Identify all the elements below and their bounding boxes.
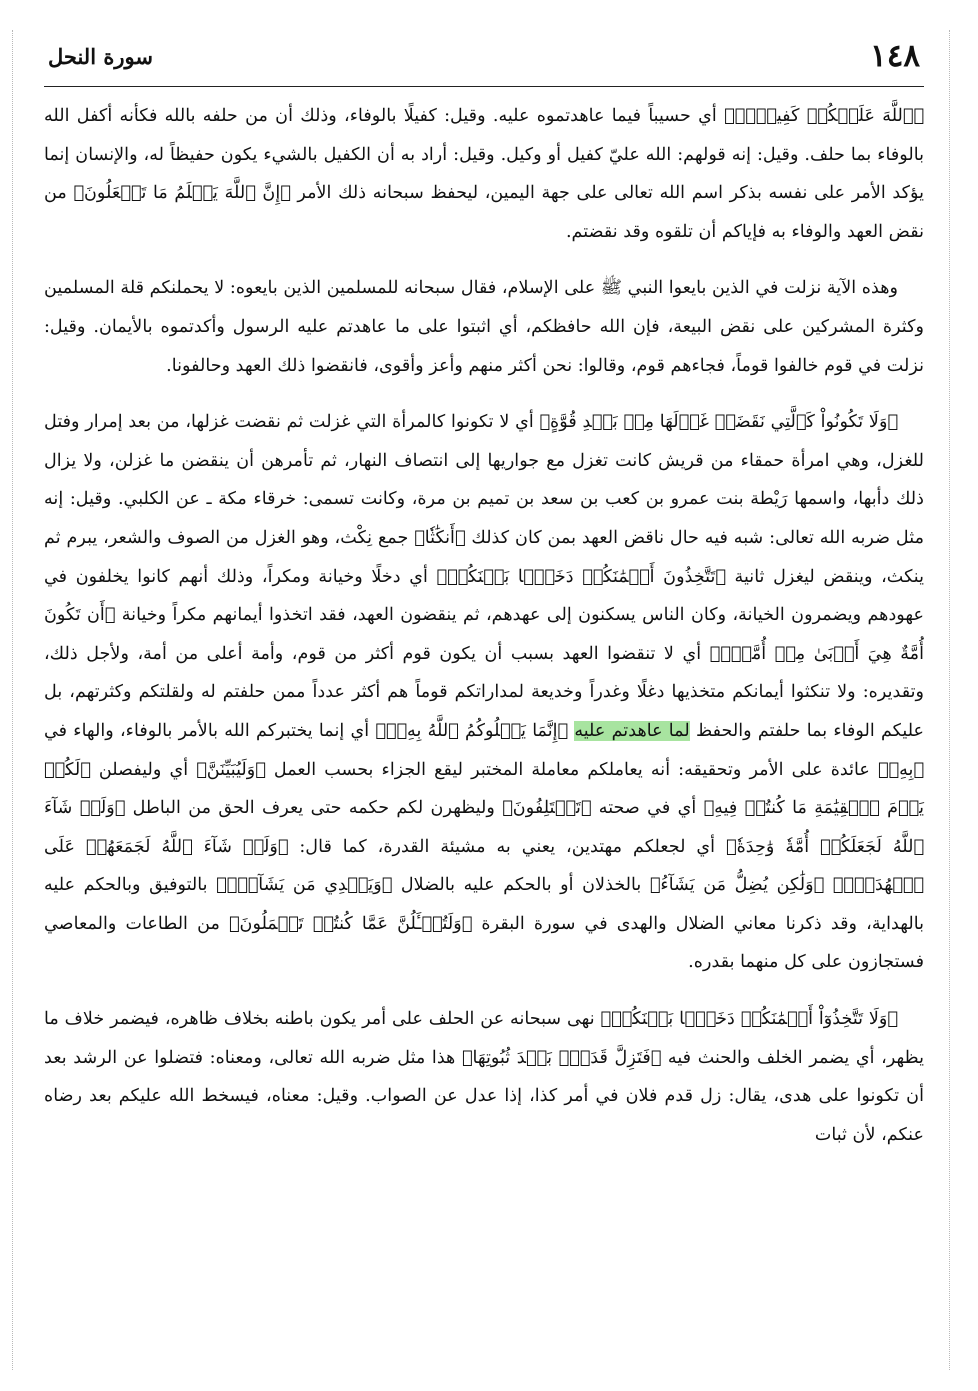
paragraph-3 bbox=[44, 403, 924, 982]
page-edge-right bbox=[949, 30, 950, 1370]
paragraph-1 bbox=[44, 97, 924, 251]
paragraph-3-text: ﴿وَلَا تَكُونُواْ كَٱلَّتِي نَقَضَتۡ غَزۡلَهَا مِنۢ بَعۡدِ قُوَّةٍ﴾ أي لا تكونوا كالمرأة التي غزلت ثم نقضت غزلها، من بعد إمرار وفتل للغزل، وهي امرأة حمقاء من قريش كانت تغزل مع جواريها إلى انتصاف النهار، ثم تأمرهن أن ينقضن ما غزلن، ولا يزال ذلك دأبها، واسمها رَيْطة بنت عمرو بن كعب بن سعد بن تميم بن مرة، وكانت تسمى: خرقاء مكة ـ عن الكلبي. وقيل: إنه مثل ضربه الله تعالى: شبه فيه حال ناقض العهد بمن كان كذلك ﴿أَنكَٰثٗا﴾ جمع نِكْث، وهو الغزل من الصوف والشعر، يبرم ثم ينكث، وينقض ليغزل ثانية ﴿تَتَّخِذُونَ أَيۡمَٰنَكُمۡ دَخَلَۢا بَيۡنَكُمۡ﴾ أي دخلًا وخيانة ومكراً، وذلك أنهم كانوا يخلفون في عهودهم ويضمرون الخيانة، وكان الناس يسكنون إلى عهدهم، ثم ينقضون العهد، فقد اتخذوا أيمانهم مكراً وخيانة ﴿أَن تَكُونَ أُمَّةٌ هِيَ أَرۡبَىٰ مِنۡ أُمَّةٍۚ﴾ أي لا تنقضوا العهد بسبب أن يكون قوم أكثر من قوم، وأمة أعلى من أمة، ولأجل ذلك، وتقديره: ولا تنكثوا أيمانكم متخذيها دغلًا وغدراً وخديعة لمداراتكم قوماً هم أكثر عدداً ممن حلفتم له ولقلتكم وكثرتهم، بل عليكم الوفاء بما حلفتم والحفظ bbox=[44, 412, 925, 741]
paragraph-2 bbox=[44, 269, 924, 385]
paragraph-5 bbox=[44, 1000, 924, 1154]
surah-title: سورة النحل bbox=[48, 44, 153, 69]
page-number: ١٤٨ bbox=[870, 38, 920, 74]
page-edge-left bbox=[12, 30, 13, 1370]
highlighted-text[interactable]: لما عاهدتم عليه bbox=[574, 720, 690, 741]
paragraph-1-text: ﴿ٱللَّهَ عَلَيۡكُمۡ كَفِيلًاۚ﴾ أي حسيباً فيما عاهدتموه عليه. وقيل: كفيلًا بالوفاء، وذلك أن من حلفه بالله فكأنه أكفل الله بالوفاء بما حلف. وقيل: إنه قولهم: الله عليّ كفيل أو وكيل. وقيل: أراد به أن الكفيل بالشيء يكون حفيظاً له، والإنسان إنما يؤكد الأمر على نفسه بذكر اسم الله تعالى على جهة اليمين، ليحفظ سبحانه ذلك الأمر ﴿إِنَّ ٱللَّهَ يَعۡلَمُ مَا تَفۡعَلُونَ﴾ من نقض العهد والوفاء به فإياكم أن تلقوه وقد نقضتم. bbox=[44, 106, 924, 242]
paragraph-4-text: ﴿إِنَّمَا يَبۡلُوكُمُ ٱللَّهُ بِهِۦۚ﴾ أي إنما يختبركم الله بالأمر بالوفاء، والهاء في ﴿بِهِۦ﴾ عائدة على الأمر وتحقيقه: أنه يعاملكم معاملة المختبر ليقع الجزاء بحسب العمل ﴿وَلَيُبَيِّنَنَّ﴾ أي وليفصلن ﴿لَكُمۡ يَوۡمَ ٱلۡقِيَٰمَةِ مَا كُنتُمۡ فِيهِ﴾ أي في صحته ﴿تَخۡتَلِفُونَ﴾ وليظهرن لكم حكمه حتى يعرف الحق من الباطل ﴿وَلَوۡ شَآءَ ٱللَّهُ لَجَعَلَكُمۡ أُمَّةٗ وَٰحِدَةٗ﴾ أي لجعلكم مهتدين، يعني به مشيئة القدرة، كما قال: ﴿وَلَوۡ شَآءَ ٱللَّهُ لَجَمَعَهُمۡ عَلَى ٱلۡهُدَىٰۚ﴾ ﴿وَلَٰكِن يُضِلُّ مَن يَشَآءُ﴾ بالخذلان أو بالحكم عليه بالضلال ﴿وَيَهۡدِي مَن يَشَآءُۚ﴾ بالتوفيق وبالحكم عليه بالهداية، وقد ذكرنا معاني الضلال والهدى في سورة البقرة ﴿وَلَتُسۡـَٔلُنَّ عَمَّا كُنتُمۡ تَعۡمَلُونَ﴾ من الطاعات والمعاصي فستجازون على كل منهما بقدره. bbox=[44, 720, 924, 973]
page-header bbox=[44, 30, 924, 87]
book-page bbox=[44, 30, 924, 1370]
paragraph-5-text: ﴿وَلَا تَتَّخِذُوٓاْ أَيۡمَٰنَكُمۡ دَخَلَۢا بَيۡنَكُمۡ﴾ نهى سبحانه عن الحلف على أمر يكون باطنه بخلاف ظاهره، فيضمر خلاف ما يظهر، أي يضمر الخلف والحنث فيه ﴿فَتَزِلَّ قَدَمُۢ بَعۡدَ ثُبُوتِهَا﴾ هذا مثل ضربه الله تعالى، ومعناه: فتضلوا عن الرشد بعد أن تكونوا على هدى، يقال: زل قدم فلان في أمر كذا، إذا عدل عن الصواب. وقيل: معناه، فيسخط الله عليكم بعد رضاه عنكم، لأن ثبات bbox=[44, 1009, 924, 1145]
paragraph-2-text: وهذه الآية نزلت في الذين بايعوا النبي ﷺ على الإسلام، فقال سبحانه للمسلمين الذين بايعوه: لا يحملنكم قلة المسلمين وكثرة المشركين على نقض البيعة، فإن الله حافظكم، أي اثبتوا على ما عاهدتم عليه الرسول وأكدتموه بالأيمان. وقيل: نزلت في قوم خالفوا قوماً، فجاءهم قوم، وقالوا: نحن أكثر منهم وأعز وأقوى، فانقضوا ذلك العهد وحالفونا. bbox=[44, 278, 924, 376]
